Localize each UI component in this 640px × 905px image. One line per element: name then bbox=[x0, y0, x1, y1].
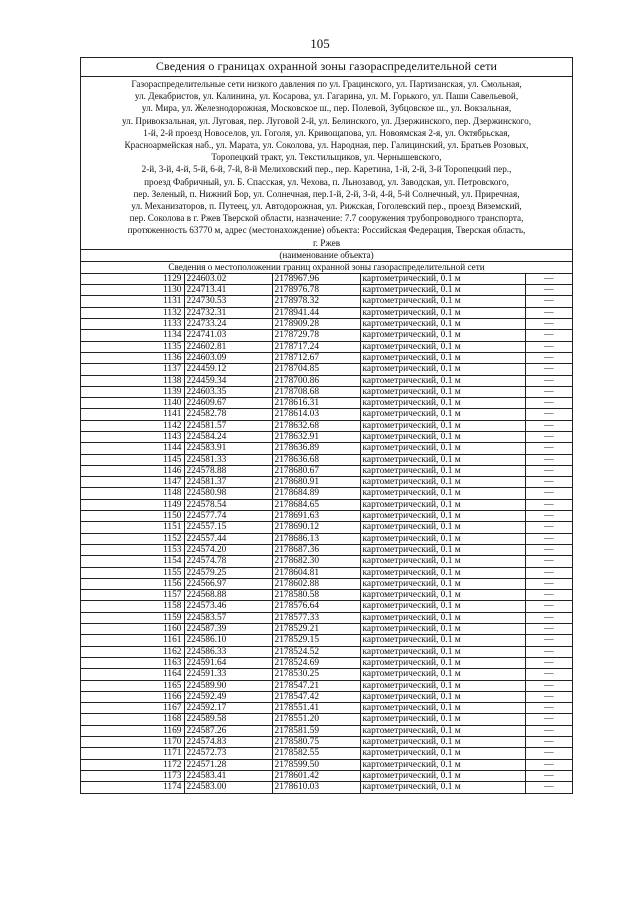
point-number-cell: 1139 bbox=[81, 386, 184, 397]
x-coordinate-cell: 224557.44 bbox=[184, 533, 272, 544]
table-row bbox=[81, 454, 572, 465]
description-cell: — bbox=[525, 590, 572, 601]
x-coordinate-cell: 224730.53 bbox=[184, 296, 272, 307]
method-cell: картометрический, 0.1 м bbox=[360, 590, 525, 601]
description-cell: — bbox=[525, 680, 572, 691]
method-cell: картометрический, 0.1 м bbox=[360, 352, 525, 363]
point-number-cell: 1161 bbox=[81, 635, 184, 646]
method-cell: картометрический, 0.1 м bbox=[360, 420, 525, 431]
method-cell: картометрический, 0.1 м bbox=[360, 432, 525, 443]
point-number-cell: 1158 bbox=[81, 601, 184, 612]
method-cell: картометрический, 0.1 м bbox=[360, 646, 525, 657]
description-cell: — bbox=[525, 285, 572, 296]
point-number-cell: 1132 bbox=[81, 307, 184, 318]
point-number-cell: 1171 bbox=[81, 748, 184, 759]
method-cell: картометрический, 0.1 м bbox=[360, 714, 525, 725]
description-cell: — bbox=[525, 443, 572, 454]
table-row bbox=[81, 285, 572, 296]
table-row bbox=[81, 375, 572, 386]
point-number-cell: 1172 bbox=[81, 759, 184, 770]
x-coordinate-cell: 224578.54 bbox=[184, 499, 272, 510]
y-coordinate-cell: 2178582.55 bbox=[272, 748, 360, 759]
y-coordinate-cell: 2178682.30 bbox=[272, 556, 360, 567]
table-row bbox=[81, 409, 572, 420]
table-row bbox=[81, 635, 572, 646]
x-coordinate-cell: 224583.41 bbox=[184, 770, 272, 781]
point-number-cell: 1165 bbox=[81, 680, 184, 691]
y-coordinate-cell: 2178576.64 bbox=[272, 601, 360, 612]
y-coordinate-cell: 2178712.67 bbox=[272, 352, 360, 363]
x-coordinate-cell: 224581.57 bbox=[184, 420, 272, 431]
point-number-cell: 1162 bbox=[81, 646, 184, 657]
x-coordinate-cell: 224581.33 bbox=[184, 454, 272, 465]
y-coordinate-cell: 2178524.69 bbox=[272, 657, 360, 668]
point-number-cell: 1148 bbox=[81, 488, 184, 499]
table-row bbox=[81, 398, 572, 409]
table-row bbox=[81, 737, 572, 748]
table-row bbox=[81, 612, 572, 623]
point-number-cell: 1166 bbox=[81, 691, 184, 702]
point-number-cell: 1136 bbox=[81, 352, 184, 363]
y-coordinate-cell: 2178551.20 bbox=[272, 714, 360, 725]
method-cell: картометрический, 0.1 м bbox=[360, 465, 525, 476]
y-coordinate-cell: 2178601.42 bbox=[272, 770, 360, 781]
method-cell: картометрический, 0.1 м bbox=[360, 296, 525, 307]
table-row bbox=[81, 590, 572, 601]
x-coordinate-cell: 224741.03 bbox=[184, 330, 272, 341]
method-cell: картометрический, 0.1 м bbox=[360, 703, 525, 714]
x-coordinate-cell: 224566.97 bbox=[184, 578, 272, 589]
description-cell: — bbox=[525, 488, 572, 499]
y-coordinate-cell: 2178604.81 bbox=[272, 567, 360, 578]
x-coordinate-cell: 224713.41 bbox=[184, 285, 272, 296]
method-cell: картометрический, 0.1 м bbox=[360, 499, 525, 510]
table-row bbox=[81, 364, 572, 375]
description-cell: — bbox=[525, 511, 572, 522]
x-coordinate-cell: 224577.74 bbox=[184, 511, 272, 522]
point-number-cell: 1156 bbox=[81, 578, 184, 589]
point-number-cell: 1141 bbox=[81, 409, 184, 420]
method-cell: картометрический, 0.1 м bbox=[360, 477, 525, 488]
object-caption: (наименование объекта) bbox=[81, 249, 572, 261]
method-cell: картометрический, 0.1 м bbox=[360, 612, 525, 623]
method-cell: картометрический, 0.1 м bbox=[360, 375, 525, 386]
x-coordinate-cell: 224574.83 bbox=[184, 737, 272, 748]
method-cell: картометрический, 0.1 м bbox=[360, 691, 525, 702]
x-coordinate-cell: 224733.24 bbox=[184, 319, 272, 330]
description-cell: — bbox=[525, 657, 572, 668]
point-number-cell: 1146 bbox=[81, 465, 184, 476]
x-coordinate-cell: 224574.20 bbox=[184, 544, 272, 555]
description-cell: — bbox=[525, 499, 572, 510]
point-number-cell: 1138 bbox=[81, 375, 184, 386]
point-number-cell: 1140 bbox=[81, 398, 184, 409]
x-coordinate-cell: 224609.67 bbox=[184, 398, 272, 409]
description-cell: — bbox=[525, 646, 572, 657]
table-row bbox=[81, 567, 572, 578]
y-coordinate-cell: 2178700.86 bbox=[272, 375, 360, 386]
table-row bbox=[81, 770, 572, 781]
y-coordinate-cell: 2178577.33 bbox=[272, 612, 360, 623]
method-cell: картометрический, 0.1 м bbox=[360, 307, 525, 318]
location-heading: Сведения о местоположении границ охранной зоны газораспределительной сети bbox=[81, 261, 572, 273]
method-cell: картометрический, 0.1 м bbox=[360, 770, 525, 781]
point-number-cell: 1155 bbox=[81, 567, 184, 578]
description-cell: — bbox=[525, 375, 572, 386]
method-cell: картометрический, 0.1 м bbox=[360, 330, 525, 341]
x-coordinate-cell: 224579.25 bbox=[184, 567, 272, 578]
point-number-cell: 1160 bbox=[81, 624, 184, 635]
point-number-cell: 1167 bbox=[81, 703, 184, 714]
x-coordinate-cell: 224586.10 bbox=[184, 635, 272, 646]
coordinates-table-body bbox=[81, 273, 572, 792]
point-number-cell: 1157 bbox=[81, 590, 184, 601]
table-row bbox=[81, 511, 572, 522]
point-number-cell: 1168 bbox=[81, 714, 184, 725]
table-row bbox=[81, 330, 572, 341]
description-cell: — bbox=[525, 398, 572, 409]
boundary-document bbox=[80, 57, 573, 794]
method-cell: картометрический, 0.1 м bbox=[360, 398, 525, 409]
description-cell: — bbox=[525, 409, 572, 420]
method-cell: картометрический, 0.1 м bbox=[360, 635, 525, 646]
method-cell: картометрический, 0.1 м bbox=[360, 273, 525, 284]
y-coordinate-cell: 2178547.42 bbox=[272, 691, 360, 702]
description-cell: — bbox=[525, 544, 572, 555]
table-row bbox=[81, 319, 572, 330]
y-coordinate-cell: 2178580.75 bbox=[272, 737, 360, 748]
point-number-cell: 1147 bbox=[81, 477, 184, 488]
method-cell: картометрический, 0.1 м bbox=[360, 759, 525, 770]
point-number-cell: 1151 bbox=[81, 522, 184, 533]
description-cell: — bbox=[525, 364, 572, 375]
x-coordinate-cell: 224574.78 bbox=[184, 556, 272, 567]
description-cell: — bbox=[525, 533, 572, 544]
x-coordinate-cell: 224602.81 bbox=[184, 341, 272, 352]
point-number-cell: 1169 bbox=[81, 725, 184, 736]
y-coordinate-cell: 2178614.03 bbox=[272, 409, 360, 420]
method-cell: картометрический, 0.1 м bbox=[360, 624, 525, 635]
y-coordinate-cell: 2178690.12 bbox=[272, 522, 360, 533]
point-number-cell: 1143 bbox=[81, 432, 184, 443]
x-coordinate-cell: 224573.46 bbox=[184, 601, 272, 612]
point-number-cell: 1153 bbox=[81, 544, 184, 555]
y-coordinate-cell: 2178602.88 bbox=[272, 578, 360, 589]
table-row bbox=[81, 578, 572, 589]
table-row bbox=[81, 748, 572, 759]
x-coordinate-cell: 224578.88 bbox=[184, 465, 272, 476]
point-number-cell: 1131 bbox=[81, 296, 184, 307]
point-number-cell: 1154 bbox=[81, 556, 184, 567]
y-coordinate-cell: 2178909.28 bbox=[272, 319, 360, 330]
y-coordinate-cell: 2178976.78 bbox=[272, 285, 360, 296]
description-cell: — bbox=[525, 759, 572, 770]
point-number-cell: 1159 bbox=[81, 612, 184, 623]
method-cell: картометрический, 0.1 м bbox=[360, 657, 525, 668]
point-number-cell: 1142 bbox=[81, 420, 184, 431]
method-cell: картометрический, 0.1 м bbox=[360, 544, 525, 555]
y-coordinate-cell: 2178684.89 bbox=[272, 488, 360, 499]
method-cell: картометрический, 0.1 м bbox=[360, 601, 525, 612]
y-coordinate-cell: 2178529.21 bbox=[272, 624, 360, 635]
table-row bbox=[81, 499, 572, 510]
method-cell: картометрический, 0.1 м bbox=[360, 364, 525, 375]
y-coordinate-cell: 2178524.52 bbox=[272, 646, 360, 657]
x-coordinate-cell: 224603.35 bbox=[184, 386, 272, 397]
y-coordinate-cell: 2178529.15 bbox=[272, 635, 360, 646]
description-cell: — bbox=[525, 725, 572, 736]
table-row bbox=[81, 544, 572, 555]
point-number-cell: 1134 bbox=[81, 330, 184, 341]
description-cell: — bbox=[525, 782, 572, 793]
y-coordinate-cell: 2178530.25 bbox=[272, 669, 360, 680]
y-coordinate-cell: 2178684.65 bbox=[272, 499, 360, 510]
method-cell: картометрический, 0.1 м bbox=[360, 285, 525, 296]
description-cell: — bbox=[525, 330, 572, 341]
method-cell: картометрический, 0.1 м bbox=[360, 748, 525, 759]
x-coordinate-cell: 224591.64 bbox=[184, 657, 272, 668]
description-cell: — bbox=[525, 556, 572, 567]
description-cell: — bbox=[525, 635, 572, 646]
point-number-cell: 1130 bbox=[81, 285, 184, 296]
description-cell: — bbox=[525, 691, 572, 702]
y-coordinate-cell: 2178704.85 bbox=[272, 364, 360, 375]
x-coordinate-cell: 224583.57 bbox=[184, 612, 272, 623]
description-cell: — bbox=[525, 273, 572, 284]
description-cell: — bbox=[525, 737, 572, 748]
description-cell: — bbox=[525, 477, 572, 488]
x-coordinate-cell: 224587.39 bbox=[184, 624, 272, 635]
x-coordinate-cell: 224591.33 bbox=[184, 669, 272, 680]
description-cell: — bbox=[525, 669, 572, 680]
point-number-cell: 1173 bbox=[81, 770, 184, 781]
description-cell: — bbox=[525, 296, 572, 307]
method-cell: картометрический, 0.1 м bbox=[360, 522, 525, 533]
x-coordinate-cell: 224583.00 bbox=[184, 782, 272, 793]
method-cell: картометрический, 0.1 м bbox=[360, 782, 525, 793]
point-number-cell: 1133 bbox=[81, 319, 184, 330]
y-coordinate-cell: 2178616.31 bbox=[272, 398, 360, 409]
description-cell: — bbox=[525, 522, 572, 533]
y-coordinate-cell: 2178636.89 bbox=[272, 443, 360, 454]
table-row bbox=[81, 725, 572, 736]
x-coordinate-cell: 224580.98 bbox=[184, 488, 272, 499]
point-number-cell: 1164 bbox=[81, 669, 184, 680]
x-coordinate-cell: 224584.24 bbox=[184, 432, 272, 443]
description-cell: — bbox=[525, 612, 572, 623]
y-coordinate-cell: 2178708.68 bbox=[272, 386, 360, 397]
table-row bbox=[81, 691, 572, 702]
y-coordinate-cell: 2178978.32 bbox=[272, 296, 360, 307]
x-coordinate-cell: 224589.90 bbox=[184, 680, 272, 691]
table-row bbox=[81, 352, 572, 363]
x-coordinate-cell: 224586.33 bbox=[184, 646, 272, 657]
x-coordinate-cell: 224732.31 bbox=[184, 307, 272, 318]
table-row bbox=[81, 556, 572, 567]
x-coordinate-cell: 224583.91 bbox=[184, 443, 272, 454]
description-cell: — bbox=[525, 770, 572, 781]
description-cell: — bbox=[525, 624, 572, 635]
y-coordinate-cell: 2178610.03 bbox=[272, 782, 360, 793]
x-coordinate-cell: 224592.49 bbox=[184, 691, 272, 702]
method-cell: картометрический, 0.1 м bbox=[360, 567, 525, 578]
point-number-cell: 1174 bbox=[81, 782, 184, 793]
y-coordinate-cell: 2178636.68 bbox=[272, 454, 360, 465]
point-number-cell: 1135 bbox=[81, 341, 184, 352]
table-row bbox=[81, 601, 572, 612]
method-cell: картометрический, 0.1 м bbox=[360, 319, 525, 330]
y-coordinate-cell: 2178632.68 bbox=[272, 420, 360, 431]
y-coordinate-cell: 2178729.78 bbox=[272, 330, 360, 341]
object-description: Газораспределительные сети низкого давления по ул. Грацинского, ул. Партизанская, ул. Смольная, ул. Декабристов, ул. Калинина, ул. Косарова, ул. Гагарина, ул. М. Горького, ул. Паши Савельевой, ул. Мира, ул. Железнодорожная, Московское ш., пер. Полевой, Зубцовское ш., ул. Вокзальная, ул. Привокзальная, ул. Луговая, пер. Луговой 2-й, ул. Белинского, ул. Дзержинского, пер. Дзержинского, 1-й, 2-й проезд Новоселов, ул. Гоголя, ул. Кривощапова, ул. Новоямская 2-я, ул. Октябрьская, Красноармейская наб., ул. Марата, ул. Соколова, ул. Народная, пер. Галицинский, ул. Братьев Розовых, Торопецкий тракт, ул. Текстильщиков, ул. Чернышевского, 2-й, 3-й, 4-й, 5-й, 6-й, 7-й, 8-й Мелиховский пер., пер. Каретина, 1-й, 2-й, 3-й Торопецкий пер., проезд Фабричный, ул. Б. Спасская, ул. Чехова, п. Льнозавод, ул. Заводская, ул. Петровского, пер. Зеленый, п. Нижний Бор, ул. Солнечная, пер.1-й, 2-й, 3-й, 4-й, 5-й Солнечный, ул. Приречная, ул. Механизаторов, п. Путеец, ул. Автодорожная, ул. Рижская, Гоголевский пер., проезд Вяземский, пер. Соколова в г. Ржев Тверской области, назначение: 7.7 сооружения трубопроводного транспорта, протяженность 63770 м, адрес (местонахождение) объекта: Российская Федерация, Тверская область, г. Ржев bbox=[121, 79, 531, 248]
table-row bbox=[81, 465, 572, 476]
y-coordinate-cell: 2178687.36 bbox=[272, 544, 360, 555]
x-coordinate-cell: 224459.12 bbox=[184, 364, 272, 375]
description-cell: — bbox=[525, 748, 572, 759]
table-row bbox=[81, 341, 572, 352]
point-number-cell: 1170 bbox=[81, 737, 184, 748]
point-number-cell: 1129 bbox=[81, 273, 184, 284]
method-cell: картометрический, 0.1 м bbox=[360, 737, 525, 748]
x-coordinate-cell: 224603.02 bbox=[184, 273, 272, 284]
x-coordinate-cell: 224571.28 bbox=[184, 759, 272, 770]
method-cell: картометрический, 0.1 м bbox=[360, 578, 525, 589]
table-row bbox=[81, 386, 572, 397]
point-number-cell: 1137 bbox=[81, 364, 184, 375]
method-cell: картометрический, 0.1 м bbox=[360, 556, 525, 567]
description-cell: — bbox=[525, 341, 572, 352]
point-number-cell: 1163 bbox=[81, 657, 184, 668]
method-cell: картометрический, 0.1 м bbox=[360, 488, 525, 499]
point-number-cell: 1144 bbox=[81, 443, 184, 454]
x-coordinate-cell: 224459.34 bbox=[184, 375, 272, 386]
table-row bbox=[81, 522, 572, 533]
x-coordinate-cell: 224557.15 bbox=[184, 522, 272, 533]
method-cell: картометрический, 0.1 м bbox=[360, 725, 525, 736]
x-coordinate-cell: 224589.58 bbox=[184, 714, 272, 725]
document-title: Сведения о границах охранной зоны газораспределительной сети bbox=[81, 58, 572, 77]
point-number-cell: 1150 bbox=[81, 511, 184, 522]
method-cell: картометрический, 0.1 м bbox=[360, 386, 525, 397]
description-cell: — bbox=[525, 465, 572, 476]
table-row bbox=[81, 432, 572, 443]
table-row bbox=[81, 477, 572, 488]
method-cell: картометрический, 0.1 м bbox=[360, 443, 525, 454]
coordinates-table bbox=[81, 273, 572, 793]
point-number-cell: 1145 bbox=[81, 454, 184, 465]
method-cell: картометрический, 0.1 м bbox=[360, 511, 525, 522]
description-cell: — bbox=[525, 420, 572, 431]
y-coordinate-cell: 2178551.41 bbox=[272, 703, 360, 714]
y-coordinate-cell: 2178941.44 bbox=[272, 307, 360, 318]
description-cell: — bbox=[525, 601, 572, 612]
description-cell: — bbox=[525, 454, 572, 465]
x-coordinate-cell: 224582.78 bbox=[184, 409, 272, 420]
table-row bbox=[81, 533, 572, 544]
x-coordinate-cell: 224568.88 bbox=[184, 590, 272, 601]
y-coordinate-cell: 2178967.96 bbox=[272, 273, 360, 284]
y-coordinate-cell: 2178580.58 bbox=[272, 590, 360, 601]
description-cell: — bbox=[525, 567, 572, 578]
table-row bbox=[81, 443, 572, 454]
method-cell: картометрический, 0.1 м bbox=[360, 409, 525, 420]
y-coordinate-cell: 2178547.21 bbox=[272, 680, 360, 691]
table-row bbox=[81, 759, 572, 770]
table-row bbox=[81, 488, 572, 499]
description-cell: — bbox=[525, 578, 572, 589]
method-cell: картометрический, 0.1 м bbox=[360, 680, 525, 691]
table-row bbox=[81, 420, 572, 431]
y-coordinate-cell: 2178680.67 bbox=[272, 465, 360, 476]
method-cell: картометрический, 0.1 м bbox=[360, 454, 525, 465]
y-coordinate-cell: 2178717.24 bbox=[272, 341, 360, 352]
point-number-cell: 1149 bbox=[81, 499, 184, 510]
y-coordinate-cell: 2178680.91 bbox=[272, 477, 360, 488]
description-cell: — bbox=[525, 432, 572, 443]
x-coordinate-cell: 224587.26 bbox=[184, 725, 272, 736]
x-coordinate-cell: 224581.37 bbox=[184, 477, 272, 488]
method-cell: картометрический, 0.1 м bbox=[360, 341, 525, 352]
description-cell: — bbox=[525, 319, 572, 330]
description-cell: — bbox=[525, 307, 572, 318]
table-row bbox=[81, 307, 572, 318]
y-coordinate-cell: 2178686.13 bbox=[272, 533, 360, 544]
table-row bbox=[81, 669, 572, 680]
table-row bbox=[81, 782, 572, 793]
table-row bbox=[81, 680, 572, 691]
table-row bbox=[81, 296, 572, 307]
table-row bbox=[81, 714, 572, 725]
table-row bbox=[81, 273, 572, 284]
y-coordinate-cell: 2178581.59 bbox=[272, 725, 360, 736]
y-coordinate-cell: 2178632.91 bbox=[272, 432, 360, 443]
table-row bbox=[81, 657, 572, 668]
method-cell: картометрический, 0.1 м bbox=[360, 669, 525, 680]
description-cell: — bbox=[525, 352, 572, 363]
description-cell: — bbox=[525, 714, 572, 725]
method-cell: картометрический, 0.1 м bbox=[360, 533, 525, 544]
table-row bbox=[81, 624, 572, 635]
page-number: 105 bbox=[310, 36, 330, 51]
description-cell: — bbox=[525, 703, 572, 714]
x-coordinate-cell: 224603.09 bbox=[184, 352, 272, 363]
x-coordinate-cell: 224592.17 bbox=[184, 703, 272, 714]
x-coordinate-cell: 224572.73 bbox=[184, 748, 272, 759]
table-row bbox=[81, 703, 572, 714]
y-coordinate-cell: 2178599.50 bbox=[272, 759, 360, 770]
table-row bbox=[81, 646, 572, 657]
point-number-cell: 1152 bbox=[81, 533, 184, 544]
y-coordinate-cell: 2178691.63 bbox=[272, 511, 360, 522]
description-cell: — bbox=[525, 386, 572, 397]
